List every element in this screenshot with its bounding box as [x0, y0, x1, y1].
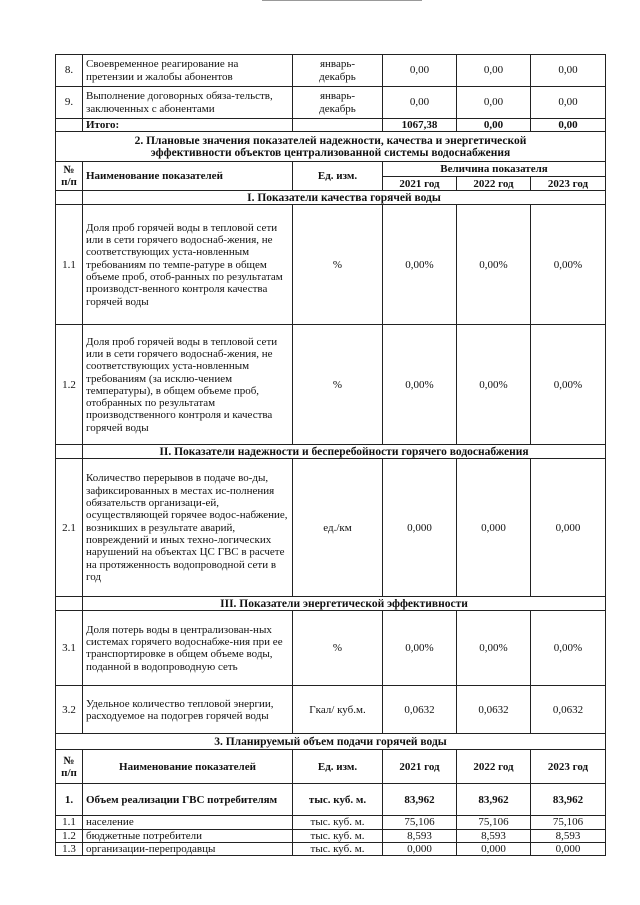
row-num: 1.1 [56, 816, 83, 829]
value-2022: 0,00% [457, 611, 531, 686]
header-2022: 2022 год [457, 750, 531, 784]
header-num: № п/п [56, 162, 83, 191]
value-2021: 0,000 [383, 842, 457, 855]
row-name: Доля проб горячей воды в тепловой сети или в сети горячего водоснаб-жения, не соответствующих уста-новленным требованиям (за исклю-чением температуры), в общем объеме проб, отобранных по результатам производственного контроля и качества горячей воды [83, 325, 293, 445]
row-unit: Гкал/ куб.м. [293, 686, 383, 734]
subsection-title-row [56, 191, 606, 205]
table-row [56, 205, 606, 325]
value-2023: 0,000 [531, 459, 606, 597]
value-2022: 83,962 [457, 784, 531, 816]
row-num: 1.2 [56, 325, 83, 445]
value-2021: 0,00 [383, 55, 457, 87]
total-row [56, 119, 606, 132]
row-unit: % [293, 611, 383, 686]
row-unit: тыс. куб. м. [293, 784, 383, 816]
value-2022: 0,00 [457, 87, 531, 119]
row-num: 8. [56, 55, 83, 87]
header-2023: 2023 год [531, 177, 606, 191]
section-3-title-row [56, 734, 606, 750]
table-row [56, 459, 606, 597]
row-num: 1.2 [56, 829, 83, 842]
row-unit: % [293, 205, 383, 325]
value-2021: 8,593 [383, 829, 457, 842]
header-2023: 2023 год [531, 750, 606, 784]
header-name: Наименование показателей [83, 750, 293, 784]
header-num: № п/п [56, 750, 83, 784]
header-name: Наименование показателей [83, 162, 293, 191]
table-row [56, 55, 606, 87]
header-2022: 2022 год [457, 177, 531, 191]
scan-edge-line [262, 0, 422, 3]
value-2023: 0,000 [531, 842, 606, 855]
subsection-3-title: III. Показатели энергетической эффективности [83, 597, 606, 611]
value-2021: 75,106 [383, 816, 457, 829]
value-2022: 0,00 [457, 55, 531, 87]
row-num: 1.3 [56, 842, 83, 855]
value-2023: 83,962 [531, 784, 606, 816]
section-3-title: 3. Планируемый объем подачи горячей воды [56, 734, 606, 750]
subsection-1-title: I. Показатели качества горячей воды [83, 191, 606, 205]
header-unit: Ед. изм. [293, 750, 383, 784]
subsection-title-row [56, 597, 606, 611]
value-2022: 0,000 [457, 842, 531, 855]
value-2023: 0,00% [531, 205, 606, 325]
table-row [56, 784, 606, 816]
value-2022: 0,00% [457, 205, 531, 325]
row-name: Количество перерывов в подаче во-ды, зафиксированных в местах ис-полнения обязательств организаци-ей, осуществляющей горячее водос-набжение, возникших в результате аварий, повреждений и иных техно-логических нарушений на объектах ЦС ГВС в расчете на протяженность водопроводной сети в год [83, 459, 293, 597]
header-unit: Ед. изм. [293, 162, 383, 191]
total-2021: 1067,38 [383, 119, 457, 132]
value-2021: 0,00% [383, 325, 457, 445]
table-row [56, 829, 606, 842]
value-2022: 8,593 [457, 829, 531, 842]
row-name: Удельное количество тепловой энергии, расходуемое на подогрев горячей воды [83, 686, 293, 734]
value-2021: 0,00 [383, 87, 457, 119]
row-name: население [83, 816, 293, 829]
value-2021: 83,962 [383, 784, 457, 816]
row-num: 1.1 [56, 205, 83, 325]
value-2021: 0,00% [383, 205, 457, 325]
row-name: Выполнение договорных обяза-тельств, заключенных с абонентами [83, 87, 293, 119]
row-num: 9. [56, 87, 83, 119]
row-num: 3.2 [56, 686, 83, 734]
row-period: январь- декабрь [293, 87, 383, 119]
header-value: Величина показателя [383, 162, 606, 177]
row-name: бюджетные потребители [83, 829, 293, 842]
total-2022: 0,00 [457, 119, 531, 132]
value-2021: 0,0632 [383, 686, 457, 734]
subsection-2-title: II. Показатели надежности и бесперебойности горячего водоснабжения [83, 445, 606, 459]
row-unit: % [293, 325, 383, 445]
total-2023: 0,00 [531, 119, 606, 132]
row-name: организации-перепродавцы [83, 842, 293, 855]
section-2-title-row [56, 132, 606, 162]
value-2023: 75,106 [531, 816, 606, 829]
table-row [56, 87, 606, 119]
row-unit: тыс. куб. м. [293, 816, 383, 829]
value-2022: 0,0632 [457, 686, 531, 734]
row-num: 2.1 [56, 459, 83, 597]
row-name: Своевременное реагирование на претензии и жалобы абонентов [83, 55, 293, 87]
value-2023: 0,0632 [531, 686, 606, 734]
value-2022: 75,106 [457, 816, 531, 829]
header-2021: 2021 год [383, 750, 457, 784]
header-2021: 2021 год [383, 177, 457, 191]
document-page [55, 54, 605, 856]
value-2023: 0,00 [531, 87, 606, 119]
section-2-title: 2. Плановые значения показателей надежности, качества и энергетической эффективности объектов централизованной системы водоснабжения [56, 132, 606, 162]
value-2021: 0,00% [383, 611, 457, 686]
table-row [56, 325, 606, 445]
row-unit: тыс. куб. м. [293, 842, 383, 855]
row-name: Доля проб горячей воды в тепловой сети или в сети горячего водоснаб-жения, не соответствующих уста-новленным требованиям по темпе-ратуре в общем объеме проб, отоб-ранных по результатам производст-венного контроля качества горячей воды [83, 205, 293, 325]
row-num: 3.1 [56, 611, 83, 686]
row-num: 1. [56, 784, 83, 816]
row-period: январь- декабрь [293, 55, 383, 87]
indicators-table [55, 54, 606, 856]
row-unit: ед./км [293, 459, 383, 597]
value-2023: 0,00 [531, 55, 606, 87]
value-2021: 0,000 [383, 459, 457, 597]
header-row [56, 750, 606, 784]
value-2023: 0,00% [531, 611, 606, 686]
table-row [56, 816, 606, 829]
row-name: Объем реализации ГВС потребителям [83, 784, 293, 816]
total-label: Итого: [83, 119, 293, 132]
value-2023: 8,593 [531, 829, 606, 842]
table-row [56, 611, 606, 686]
row-name: Доля потерь воды в централизован-ных системах горячего водоснабже-ния при ее транспортировке в общем объеме воды, поданной в водопроводную сеть [83, 611, 293, 686]
value-2022: 0,000 [457, 459, 531, 597]
value-2023: 0,00% [531, 325, 606, 445]
row-unit: тыс. куб. м. [293, 829, 383, 842]
subsection-title-row [56, 445, 606, 459]
table-row [56, 842, 606, 855]
value-2022: 0,00% [457, 325, 531, 445]
header-row [56, 162, 606, 177]
table-row [56, 686, 606, 734]
